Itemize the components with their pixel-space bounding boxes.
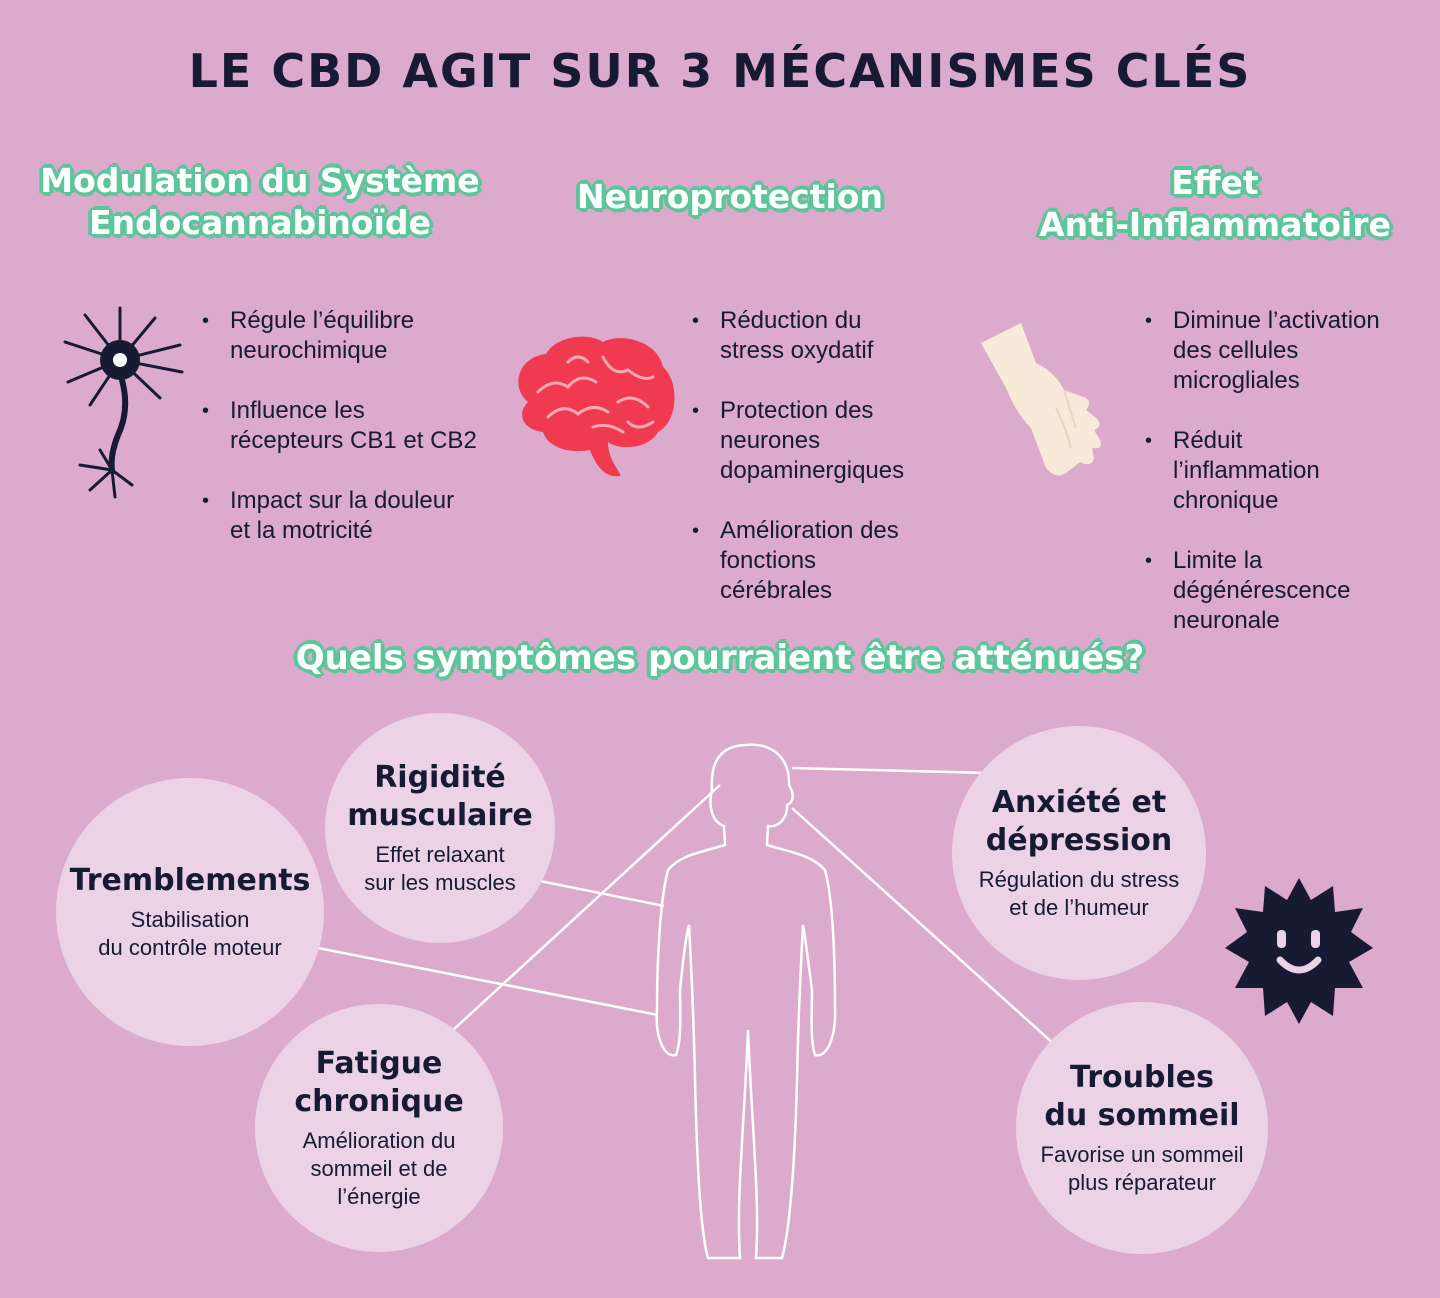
heading-endocannabinoid: Modulation du Système Endocannabinoïde — [40, 161, 480, 242]
list-item: • Réduit l’inflammation chronique — [1145, 426, 1435, 516]
list-item: • Limite la dégénérescence neuronale — [1145, 546, 1435, 636]
list-item: • Impact sur la douleur et la motricité — [202, 486, 522, 546]
symptom-tremblements: Tremblements Stabilisation du contrôle moteur — [56, 778, 324, 1046]
smiley-sun-icon — [1225, 878, 1373, 1024]
list-item: • Régule l’équilibre neurochimique — [202, 306, 522, 366]
bullets-endocannabinoid — [202, 306, 522, 576]
page-title: LE CBD AGIT SUR 3 MÉCANISMES CLÉS — [188, 44, 1252, 98]
symptom-fatigue-chronique: Fatigue chronique Amélioration du sommeil et de l’énergie — [255, 1004, 503, 1252]
neuron-icon — [60, 300, 190, 500]
symptoms-heading: Quels symptômes pourraient être atténués? — [295, 638, 1145, 678]
bullets-neuroprotection — [692, 306, 982, 636]
list-item: • Amélioration des fonctions cérébrales — [692, 516, 982, 606]
list-item: • Protection des neurones dopaminergiques — [692, 396, 982, 486]
list-item: • Réduction du stress oxydatif — [692, 306, 982, 366]
heading-anti-inflammatoire: Effet Anti-Inflammatoire — [1039, 163, 1391, 244]
symptom-troubles-sommeil: Troubles du sommeil Favorise un sommeil plus réparateur — [1016, 1002, 1268, 1254]
list-item: • Diminue l’activation des cellules microgliales — [1145, 306, 1435, 396]
hand-icon — [976, 318, 1118, 482]
brain-icon — [508, 332, 680, 478]
bullets-anti-inflammatoire — [1145, 306, 1435, 666]
list-item: • Influence les récepteurs CB1 et CB2 — [202, 396, 522, 456]
heading-neuroprotection: Neuroprotection — [577, 177, 883, 216]
symptom-rigidite-musculaire: Rigidité musculaire Effet relaxant sur les muscles — [325, 713, 555, 943]
symptom-anxiete-depression: Anxiété et dépression Régulation du stress et de l’humeur — [952, 726, 1206, 980]
